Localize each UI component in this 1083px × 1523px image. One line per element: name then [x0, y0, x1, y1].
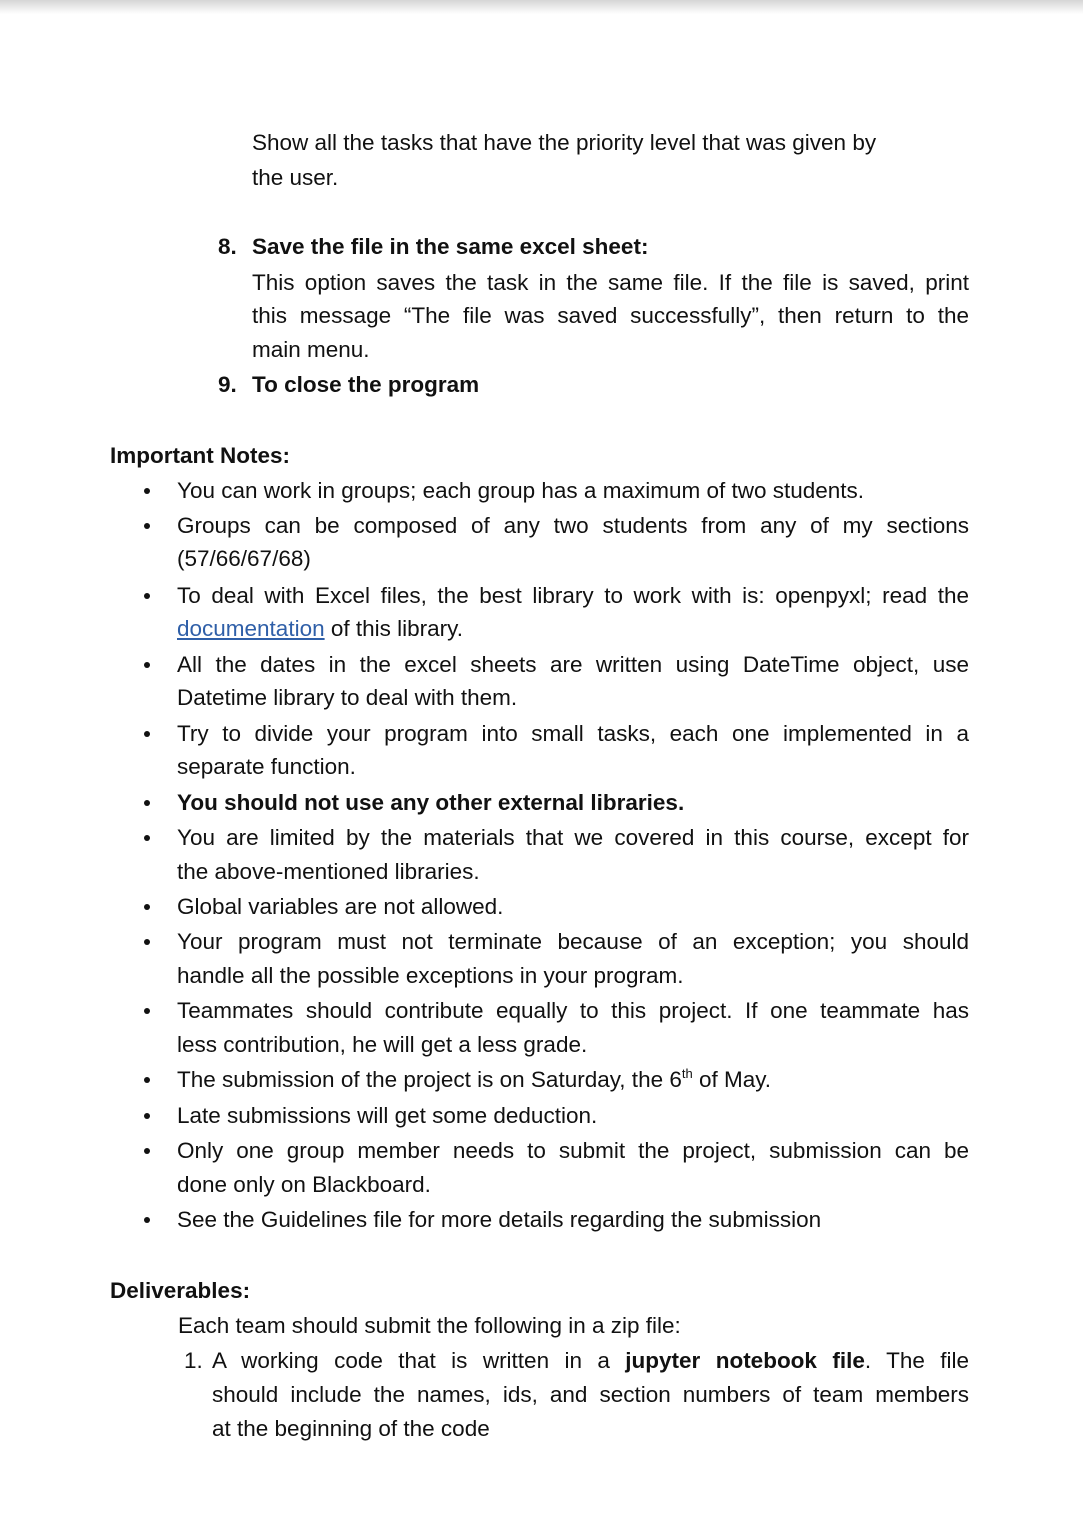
- bullet: [144, 1077, 150, 1083]
- deliverable-line: at the beginning of the code: [212, 1416, 490, 1441]
- bullet: [144, 593, 150, 599]
- bullet: [144, 835, 150, 841]
- documentation-link[interactable]: documentation: [177, 616, 325, 641]
- deliverable-text: . The file: [864, 1348, 970, 1373]
- note-line: To deal with Excel files, the best library to work with is: openpyxl; read the: [177, 583, 969, 608]
- note-line: Teammates should contribute equally to this project. If one teammate has: [177, 998, 969, 1023]
- note-line: less contribution, he will get a less grade.: [177, 1032, 588, 1057]
- note-line: Global variables are not allowed.: [177, 894, 504, 919]
- note-line: You can work in groups; each group has a maximum of two students.: [177, 478, 865, 503]
- bullet: [144, 662, 150, 668]
- bullet: [144, 1008, 150, 1014]
- note-line: Only one group member needs to submit the project, submission can be: [177, 1138, 969, 1163]
- list-number: 9.: [218, 372, 237, 397]
- bullet: [144, 1113, 150, 1119]
- paragraph-line: this message “The file was saved successfully”, then return to the: [252, 303, 969, 328]
- note-text: of May.: [692, 1067, 772, 1092]
- bullet: [144, 800, 150, 806]
- note-text: The submission of the project is on Saturday, the 6: [177, 1067, 682, 1092]
- deliverable-bold: jupyter notebook file: [625, 1348, 865, 1373]
- bullet: [144, 1148, 150, 1154]
- bullet: [144, 904, 150, 910]
- section-heading: Deliverables:: [110, 1278, 251, 1303]
- paragraph-line: Each team should submit the following in a zip file:: [178, 1313, 681, 1338]
- bullet: [144, 731, 150, 737]
- list-number: 8.: [218, 234, 237, 259]
- bullet: [144, 939, 150, 945]
- note-line: the above-mentioned libraries.: [177, 859, 480, 884]
- list-number: 1.: [184, 1348, 203, 1373]
- superscript: th: [681, 1066, 693, 1081]
- deliverable-line: should include the names, ids, and section numbers of team members: [212, 1382, 969, 1407]
- note-line: Late submissions will get some deduction.: [177, 1103, 598, 1128]
- note-line: Try to divide your program into small tasks, each one implemented in a: [177, 721, 969, 746]
- deliverable-text: A working code that is written in a: [212, 1348, 626, 1373]
- note-line: You should not use any other external libraries.: [177, 790, 685, 815]
- bullet: [144, 488, 150, 494]
- option-title: To close the program: [252, 372, 480, 397]
- note-line: Groups can be composed of any two students from any of my sections: [177, 513, 969, 538]
- paragraph-line: the user.: [252, 165, 339, 190]
- deliverable-line: [212, 1344, 969, 1377]
- paragraph-line: This option saves the task in the same file. If the file is saved, print: [252, 270, 969, 295]
- note-line: done only on Blackboard.: [177, 1172, 431, 1197]
- note-line: separate function.: [177, 754, 356, 779]
- bullet: [144, 1217, 150, 1223]
- note-text: of this library.: [324, 616, 463, 641]
- paragraph-line: main menu.: [252, 337, 370, 362]
- paragraph-line: Show all the tasks that have the priority level that was given by: [252, 130, 877, 155]
- page-top-shadow: [0, 0, 1083, 14]
- section-heading: Important Notes:: [110, 443, 290, 468]
- note-line: (57/66/67/68): [177, 546, 311, 571]
- note-line: See the Guidelines file for more details regarding the submission: [177, 1207, 822, 1232]
- option-title: Save the file in the same excel sheet:: [252, 234, 649, 259]
- note-line: [177, 1063, 771, 1096]
- note-line: You are limited by the materials that we covered in this course, except for: [177, 825, 969, 850]
- note-line: Your program must not terminate because of an exception; you should: [177, 929, 969, 954]
- note-line: All the dates in the excel sheets are written using DateTime object, use: [177, 652, 969, 677]
- note-line: [177, 612, 463, 645]
- bullet: [144, 523, 150, 529]
- note-line: Datetime library to deal with them.: [177, 685, 518, 710]
- note-line: handle all the possible exceptions in your program.: [177, 963, 684, 988]
